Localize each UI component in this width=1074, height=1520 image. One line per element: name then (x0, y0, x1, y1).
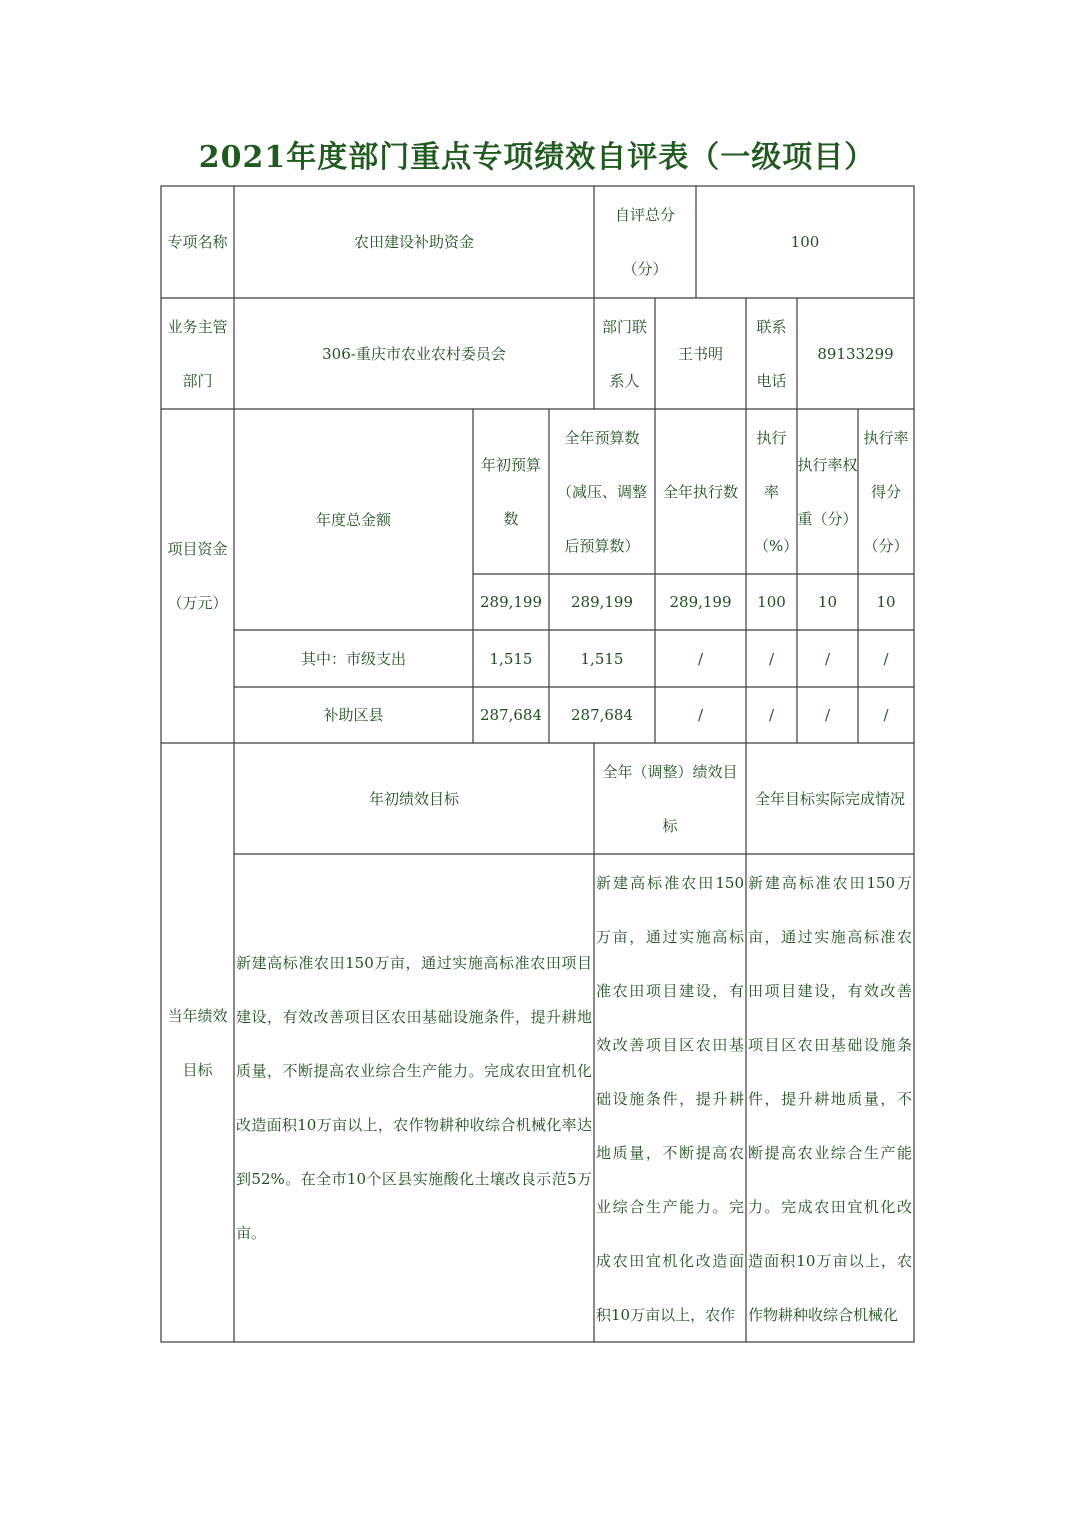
actual-completion-text: 新建高标准农田150万亩，通过实施高标准农田项目建设，有效改善项目区农田基础设施条件，提升耕地质量，不断提高农业综合生产能力。完成农田宜机化改造面积10万亩以上，农作物耕种收综合机械化 (748, 874, 912, 1324)
adjusted-goals-text: 新建高标准农田150万亩，通过实施高标准农田项目建设，有效改善项目区农田基础设施条件，提升耕地质量，不断提高农业综合生产能力。完成农田宜机化改造面积10万亩以上，农作 (596, 874, 744, 1324)
total-score-value: 100 (790, 233, 820, 251)
city-initial-budget: 1,515 (489, 649, 533, 668)
county-execution-rate: / (768, 706, 775, 724)
total-executed: 289,199 (669, 593, 732, 611)
contact-person-label: 部门联系人 (601, 317, 647, 390)
total-execution-rate: 100 (757, 593, 786, 611)
header-rate-score: 执行率得分（分） (863, 428, 909, 555)
department-label: 业务主管部门 (167, 317, 228, 390)
header-initial-budget: 年初预算数 (480, 455, 541, 528)
total-rate-score: 10 (876, 593, 896, 611)
project-name-label: 专项名称 (167, 233, 228, 251)
department-value: 306-重庆市农业农村委员会 (322, 344, 506, 363)
header-rate-weight: 执行率权重（分） (797, 455, 858, 528)
total-initial-budget: 289,199 (479, 593, 543, 611)
initial-goals-text: 新建高标准农田150万亩，通过实施高标准农田项目建设，有效改善项目区农田基础设施条件，提升耕地质量，不断提高农业综合生产能力。完成农田宜机化改造面积10万亩以上，农作物耕种收综合机械化率达到52%。在全市10个区县实施酸化土壤改良示范5万亩。 (236, 954, 592, 1242)
county-full-year-budget: 287,684 (570, 706, 634, 724)
city-full-year-budget: 1,515 (580, 649, 624, 668)
city-expense-label: 其中：市级支出 (300, 649, 406, 668)
county-subsidy-label: 补助区县 (323, 706, 384, 724)
header-executed: 全年执行数 (662, 482, 738, 501)
initial-goals-header: 年初绩效目标 (368, 789, 459, 808)
city-executed: / (697, 649, 704, 668)
county-executed: / (697, 706, 704, 724)
annual-goals-label: 当年绩效目标 (167, 1006, 228, 1079)
contact-person-value: 王书明 (677, 344, 723, 363)
phone-label: 联系电话 (756, 317, 787, 390)
project-name-value: 农田建设补助资金 (353, 233, 474, 251)
total-score-label: 自评总分（分） (614, 206, 675, 278)
header-execution-rate: 执行率（%） (754, 428, 799, 555)
header-full-year-budget: 全年预算数（减压、调整后预算数） (556, 428, 647, 555)
county-initial-budget: 287,684 (479, 706, 543, 724)
annual-total-label: 年度总金额 (315, 510, 391, 529)
county-rate-score: / (883, 706, 889, 724)
project-funds-label: 项目资金（万元） (167, 540, 228, 612)
county-rate-weight: / (824, 706, 831, 724)
adjusted-goals-header: 全年（调整）绩效目标 (602, 762, 738, 835)
city-rate-weight: / (824, 649, 831, 668)
total-rate-weight: 10 (817, 593, 838, 611)
city-execution-rate: / (768, 649, 775, 668)
page-title: 2021年度部门重点专项绩效自评表（一级项目） (198, 140, 876, 175)
total-full-year-budget: 289,199 (570, 593, 634, 611)
phone-value: 89133299 (817, 344, 894, 363)
city-rate-score: / (883, 649, 889, 668)
actual-completion-header: 全年目标实际完成情况 (754, 789, 905, 808)
